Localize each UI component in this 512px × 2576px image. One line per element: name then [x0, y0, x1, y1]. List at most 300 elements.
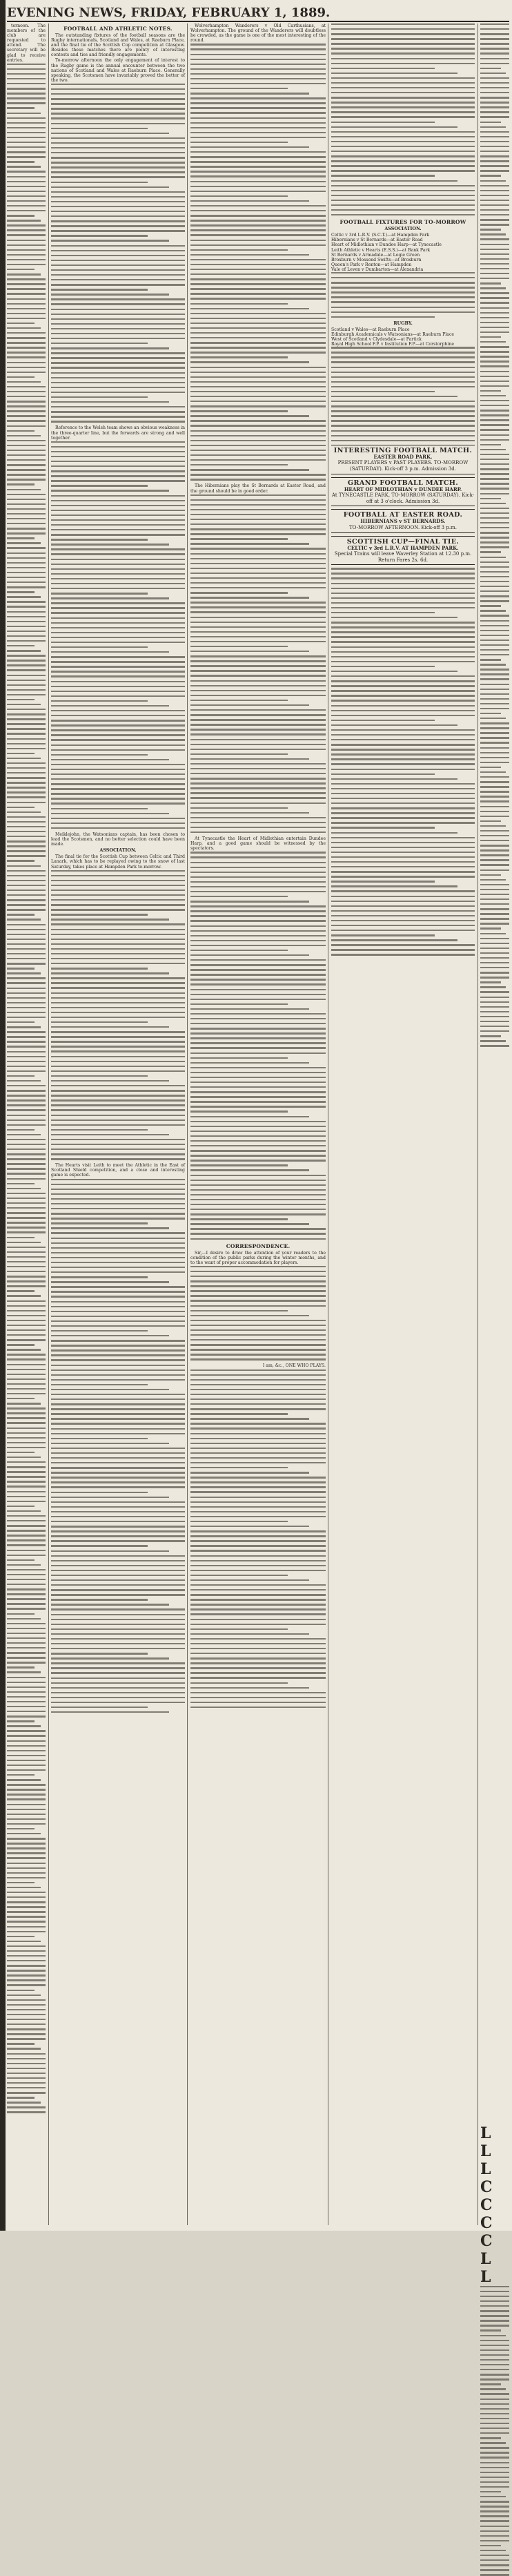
- text-line: [480, 493, 509, 494]
- text-line: [190, 240, 326, 241]
- text-line: [190, 117, 326, 119]
- text-line: [7, 2102, 41, 2103]
- text-line: [480, 2428, 509, 2429]
- text-line: [190, 1624, 326, 1625]
- text-line: [480, 73, 506, 74]
- text-line: [51, 157, 185, 158]
- text-line: [7, 1417, 46, 1419]
- text-line: [190, 376, 326, 378]
- text-line: [190, 401, 326, 402]
- text-line: [190, 415, 309, 416]
- text-line: [190, 724, 326, 725]
- text-line: [7, 1119, 46, 1121]
- text-line: [7, 1623, 46, 1624]
- text-line: [51, 788, 185, 789]
- text-line: [7, 1266, 46, 1267]
- text-line: [7, 909, 46, 910]
- text-line: [51, 1075, 148, 1077]
- text-line: [480, 776, 509, 778]
- text-line: [7, 113, 41, 114]
- text-line: [51, 1408, 185, 1410]
- text-line: [51, 137, 185, 139]
- text-line: [51, 715, 185, 716]
- text-line: [190, 1116, 309, 1117]
- text-line: [480, 2442, 506, 2443]
- text-line: [7, 762, 46, 764]
- text-line: [331, 881, 435, 882]
- text-line: [51, 909, 185, 910]
- text-line: [7, 1691, 46, 1693]
- text-line: [7, 494, 46, 495]
- text-line: [190, 1506, 326, 1508]
- text-line: [480, 410, 509, 411]
- text-line: [7, 572, 46, 573]
- text-line: [51, 1594, 185, 1595]
- text-line: [51, 260, 185, 261]
- text-line: [190, 1560, 326, 1561]
- text-line: [7, 1271, 46, 1272]
- text-line: [190, 459, 326, 461]
- column-c-text-lines-4: [190, 1266, 326, 1361]
- text-line: [331, 87, 475, 88]
- text-line: [190, 915, 326, 916]
- text-line: [480, 997, 509, 998]
- text-line: [480, 640, 509, 641]
- text-line: [51, 880, 185, 881]
- text-line: [190, 617, 326, 618]
- text-line: [190, 44, 326, 45]
- text-line: [331, 915, 475, 916]
- text-line: [51, 1374, 185, 1376]
- text-line: [480, 517, 509, 519]
- text-line: [7, 977, 46, 979]
- text-line: [480, 2510, 509, 2512]
- text-line: [190, 935, 326, 936]
- text-line: [480, 967, 509, 968]
- text-line: [7, 518, 46, 519]
- text-line: [190, 1662, 326, 1664]
- text-line: [7, 1857, 46, 1858]
- text-line: [51, 387, 185, 388]
- text-line: [190, 1702, 326, 1703]
- text-line: [190, 68, 326, 70]
- text-line: [51, 1179, 185, 1180]
- text-line: [7, 278, 46, 280]
- text-line: [51, 1530, 185, 1532]
- text-line: [7, 1740, 46, 1742]
- text-line: [7, 1261, 46, 1262]
- text-line: [480, 282, 501, 284]
- text-line: [480, 698, 509, 700]
- text-line: [7, 264, 46, 265]
- text-line: [190, 1101, 326, 1102]
- display-letter: C: [480, 2231, 493, 2250]
- text-line: [51, 548, 185, 550]
- text-line: [7, 1139, 46, 1140]
- column-a-text-lines: [7, 64, 46, 2113]
- column-b-text-lines-4: [51, 1179, 185, 1713]
- text-line: [7, 1921, 46, 1922]
- text-line: [190, 435, 326, 436]
- text-line: [480, 317, 509, 318]
- text-line: [480, 561, 509, 563]
- text-line: [7, 684, 46, 686]
- text-line: [190, 175, 326, 177]
- text-line: [190, 1228, 326, 1229]
- text-line: [51, 724, 185, 726]
- text-line: [190, 1643, 326, 1644]
- text-line: [190, 1238, 326, 1240]
- text-line: [7, 137, 46, 138]
- text-line: [51, 1320, 185, 1322]
- text-line: [190, 273, 326, 275]
- text-line: [331, 287, 475, 288]
- text-line: [7, 166, 41, 167]
- text-line: [190, 700, 288, 701]
- text-line: [51, 294, 169, 295]
- text-line: [7, 1584, 46, 1585]
- text-line: [7, 445, 46, 446]
- text-line: [51, 666, 185, 667]
- text-line: [7, 1017, 46, 1018]
- text-line: [480, 620, 509, 622]
- column-e: [480, 23, 509, 2286]
- text-line: [7, 669, 46, 671]
- text-line: [190, 1266, 326, 1267]
- text-line: [51, 710, 185, 711]
- text-line: [480, 2467, 509, 2468]
- text-line: [7, 1642, 46, 1644]
- text-line: [51, 323, 185, 325]
- fixtures-heading: FOOTBALL FIXTURES FOR TO-MORROW: [339, 219, 466, 226]
- text-line: [190, 1204, 326, 1205]
- column-rule: [477, 23, 478, 2225]
- text-line: [331, 356, 475, 358]
- text-line: [7, 181, 46, 182]
- text-line: [51, 113, 185, 114]
- text-line: [7, 1779, 41, 1780]
- text-line: [51, 465, 185, 467]
- text-line: [190, 381, 326, 383]
- text-line: [7, 1153, 46, 1155]
- text-line: [331, 573, 475, 574]
- text-line: [480, 336, 501, 338]
- text-line: [51, 588, 185, 589]
- text-line: [51, 583, 185, 584]
- text-line: [7, 816, 46, 818]
- text-line: [480, 2526, 509, 2527]
- text-line: [7, 1896, 46, 1898]
- text-line: [190, 1354, 326, 1355]
- text-line: [7, 1579, 46, 1580]
- text-line: [7, 1789, 46, 1790]
- text-line: [331, 890, 475, 892]
- text-line: [190, 827, 326, 828]
- text-line: [51, 1452, 185, 1454]
- text-line: [7, 1677, 46, 1678]
- text-line: [190, 1320, 326, 1321]
- text-line: [480, 2472, 509, 2473]
- text-line: [190, 318, 326, 319]
- text-line: [51, 870, 185, 872]
- fixture-item: West of Scotland v Clydesdale—at Partick: [331, 337, 422, 343]
- text-line: [190, 1082, 326, 1083]
- text-line: [7, 1555, 46, 1556]
- text-line: [51, 1238, 185, 1239]
- text-line: [7, 1769, 46, 1771]
- text-line: [51, 1697, 185, 1698]
- column-d-text-lines-bottom: [331, 568, 475, 956]
- text-line: [480, 830, 509, 832]
- text-line: [190, 494, 326, 496]
- text-line: [480, 424, 509, 425]
- text-line: [480, 146, 509, 147]
- text-line: [331, 200, 475, 201]
- text-line: [190, 1608, 326, 1610]
- text-line: [190, 1271, 326, 1272]
- text-line: [480, 2550, 506, 2551]
- text-line: [51, 739, 185, 740]
- text-line: [51, 1619, 185, 1620]
- text-line: [190, 430, 326, 432]
- text-line: [7, 1188, 41, 1189]
- text-line: [331, 807, 475, 809]
- text-line: [190, 1477, 326, 1478]
- text-line: [7, 1251, 46, 1253]
- text-line: [190, 440, 326, 441]
- text-line: [7, 122, 46, 124]
- text-line: [190, 1013, 326, 1015]
- text-line: [7, 1818, 46, 1820]
- text-line: [51, 338, 185, 339]
- text-line: [190, 729, 326, 730]
- text-line: [51, 564, 185, 565]
- text-line: [51, 1403, 185, 1405]
- text-line: [331, 837, 475, 838]
- text-line: [51, 759, 169, 760]
- text-line: [480, 2388, 506, 2390]
- text-line: [190, 587, 326, 588]
- text-line: [7, 342, 46, 343]
- text-line: [7, 1823, 46, 1825]
- text-line: [480, 244, 509, 245]
- text-line: [7, 117, 46, 119]
- text-line: [51, 1599, 148, 1600]
- text-line: [51, 1369, 185, 1371]
- text-line: [331, 48, 475, 49]
- text-line: [7, 1354, 46, 1355]
- text-line: [51, 211, 185, 212]
- text-line: [7, 1339, 46, 1340]
- text-line: [7, 577, 46, 578]
- text-line: [7, 1442, 46, 1443]
- column-a-fragment: ternoon. The members of the club are requested to attend. The secretary will be glad to receive entries.: [7, 23, 46, 63]
- text-line: [480, 2310, 509, 2311]
- text-line: [190, 1295, 326, 1296]
- text-line: [190, 1213, 326, 1215]
- text-line: [51, 1144, 185, 1145]
- text-line: [7, 1095, 46, 1096]
- text-line: [7, 1481, 46, 1482]
- text-line: [51, 1070, 185, 1072]
- text-line: [480, 1035, 501, 1037]
- text-line: [480, 429, 509, 430]
- text-line: [331, 656, 475, 657]
- text-line: [51, 1535, 185, 1537]
- text-line: [7, 631, 46, 632]
- text-line: [7, 1031, 46, 1032]
- text-line: [190, 1579, 309, 1581]
- text-line: [190, 773, 326, 774]
- text-line: [51, 1667, 185, 1669]
- text-line: [51, 904, 185, 905]
- text-line: [190, 680, 326, 682]
- text-line: [331, 905, 475, 907]
- text-line: [7, 1344, 35, 1345]
- text-line: [190, 323, 326, 324]
- text-line: [331, 939, 457, 941]
- text-line: [51, 1648, 185, 1649]
- text-line: [7, 953, 46, 954]
- correspondence-signature: I am, &c., ONE WHO PLAYS.: [262, 1363, 326, 1369]
- text-line: [480, 854, 509, 856]
- text-line: [7, 1603, 46, 1604]
- text-line: [480, 2320, 509, 2321]
- text-line: [480, 341, 506, 343]
- text-line: [7, 1334, 46, 1336]
- text-line: [7, 1183, 35, 1184]
- text-line: [331, 386, 475, 387]
- text-line: [331, 175, 435, 176]
- text-line: [51, 88, 185, 90]
- text-line: [51, 1379, 185, 1381]
- text-line: [190, 1037, 326, 1039]
- text-line: [7, 2087, 46, 2088]
- text-line: [7, 660, 46, 661]
- text-line: [51, 1584, 185, 1586]
- text-line: [7, 1715, 46, 1717]
- text-line: [51, 1184, 185, 1185]
- text-line: [7, 323, 35, 324]
- text-line: [51, 686, 185, 687]
- text-line: [480, 361, 509, 362]
- text-line: [480, 2423, 509, 2424]
- text-line: [190, 655, 326, 657]
- text-line: [7, 1247, 46, 1248]
- text-line: [7, 1173, 46, 1174]
- text-line: [331, 896, 475, 897]
- text-line: [331, 793, 475, 794]
- text-line: [190, 1511, 326, 1512]
- text-line: [51, 201, 185, 202]
- text-line: [480, 200, 509, 201]
- text-line: [51, 328, 185, 329]
- text-line: [51, 1316, 185, 1317]
- text-line: [51, 934, 185, 935]
- text-line: [7, 489, 41, 490]
- masthead-title: EVENING NEWS, FRIDAY, FEBRUARY 1, 1889.: [7, 6, 331, 20]
- text-line: [51, 1526, 185, 1527]
- text-line: [51, 117, 185, 119]
- text-line: [480, 689, 509, 690]
- text-line: [480, 2305, 509, 2307]
- text-line: [190, 347, 326, 348]
- text-line: [51, 1189, 185, 1190]
- text-line: [7, 224, 46, 226]
- text-line: [7, 1633, 46, 1634]
- text-line: [51, 1477, 185, 1478]
- text-line: [190, 1535, 326, 1537]
- text-line: [7, 2004, 46, 2006]
- display-letter: L: [480, 2249, 491, 2268]
- text-line: [331, 758, 475, 760]
- text-line: [7, 1945, 46, 1947]
- text-line: [7, 1148, 46, 1150]
- text-line: [7, 1911, 46, 1912]
- text-line: [480, 884, 509, 885]
- text-line: [7, 1036, 46, 1037]
- text-line: [51, 1046, 185, 1047]
- text-line: [51, 783, 185, 785]
- text-line: [51, 1301, 185, 1303]
- text-line: [7, 807, 35, 808]
- advertisement: [331, 509, 475, 532]
- text-line: [7, 2028, 46, 2030]
- text-line: [51, 1158, 185, 1160]
- text-line: [190, 269, 326, 270]
- text-line: [480, 454, 509, 455]
- text-line: [51, 1638, 185, 1640]
- text-line: [7, 1774, 35, 1776]
- text-line: [190, 1418, 309, 1419]
- text-line: [331, 391, 435, 392]
- text-line: [51, 764, 185, 765]
- text-line: [480, 2349, 509, 2351]
- text-line: [51, 1359, 185, 1361]
- text-line: [7, 1051, 46, 1052]
- text-line: [331, 583, 475, 584]
- text-line: [190, 548, 326, 549]
- text-line: [331, 136, 475, 137]
- text-line: [331, 415, 475, 416]
- column-d-text-lines-mid: [331, 272, 475, 318]
- text-line: [51, 773, 185, 775]
- text-line: [480, 253, 509, 255]
- text-line: [480, 1021, 509, 1022]
- text-line: [190, 166, 326, 167]
- text-line: [331, 954, 475, 955]
- text-line: [190, 88, 288, 89]
- text-line: [190, 1403, 326, 1405]
- text-line: [51, 318, 185, 320]
- text-line: [190, 1349, 326, 1350]
- text-line: [51, 1443, 169, 1444]
- text-line: [190, 386, 326, 387]
- text-line: [7, 220, 41, 221]
- text-line: [190, 1334, 326, 1336]
- text-line: [7, 1237, 35, 1238]
- text-line: [7, 1926, 46, 1928]
- text-line: [480, 684, 509, 685]
- text-line: [7, 640, 46, 642]
- text-line: [331, 301, 475, 302]
- text-line: [190, 1194, 326, 1195]
- text-line: [7, 1168, 46, 1169]
- text-line: [7, 1530, 46, 1531]
- fixture-item: Vale of Leven v Dumbarton—at Alexandria: [331, 267, 424, 272]
- text-line: [7, 1129, 35, 1131]
- text-line: [51, 729, 185, 731]
